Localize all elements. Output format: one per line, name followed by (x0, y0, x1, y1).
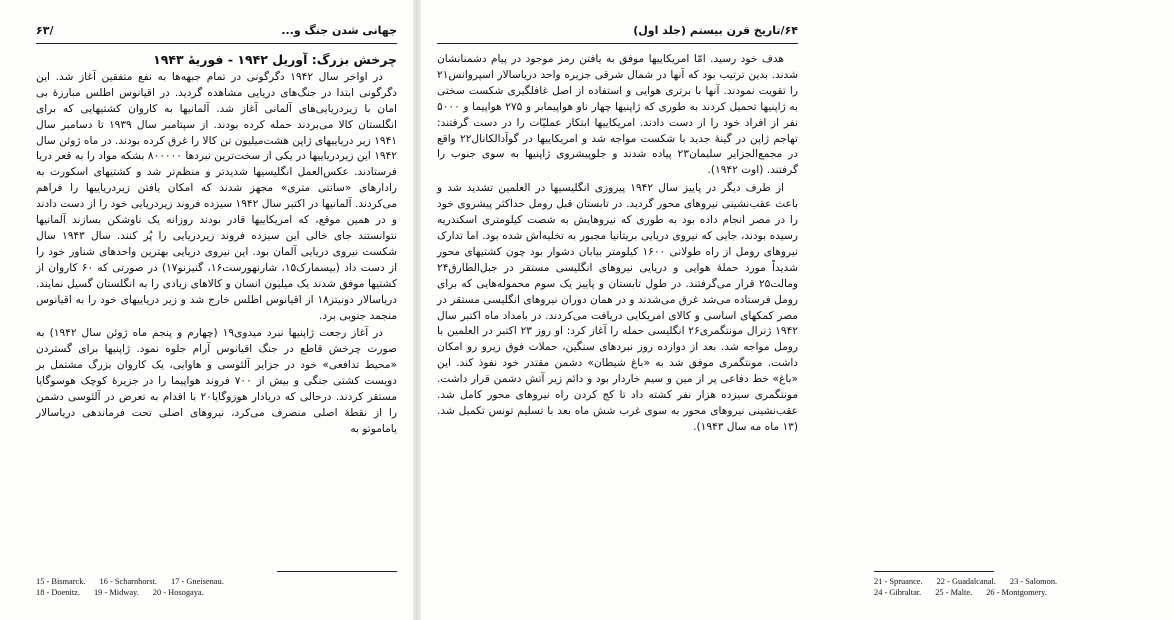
paragraph: هدف خود رسید. امّا امریکاییها موفق به یافتن رمز موجود در پیام دشمنانشان شدند. بدین ترتیب بود که آنها در شمال شرقی جزیره واحد دریاسالار اسپروانس۲۱ را تقویت نمودند. آنها با برتری هوایی و استفاده از اصل غافلگیری شکست سختی به ژاپنیها تحمیل کردند به طوری که ژاپنیها چهار ناو هواپیمابر و ۲۷۵ هواپیما و ۵۰۰۰ نفر از افراد خود را از دست دادند. امریکاییها ابتکار عملیّات را در دست گرفتند: تهاجم ژاپن در گینهٔ جدید با شکست مواجه شد و امریکاییها در گوآدالکانال۲۲ واقع در مجمع‌الجزایر سلیمان۲۳ پیاده شدند و جلوپیشروی ژاپنیها به سوی جنوب را گرفتند. (اوت ۱۹۴۲). (437, 53, 798, 177)
footnote: 15 - Bismarck. (36, 577, 86, 586)
footnotes (874, 571, 1174, 598)
footnote-row (36, 576, 397, 587)
header-rule (36, 43, 397, 44)
left-page-header (36, 24, 397, 42)
footnote-rule (277, 571, 397, 572)
footnote-row (874, 587, 1174, 598)
page-number: ۶۴/ (780, 24, 798, 37)
right-page-header (437, 24, 798, 42)
left-page (0, 0, 417, 620)
footnote-row (874, 576, 1174, 587)
footnote: 18 - Doenitz. (36, 588, 80, 597)
running-title: جهانی شدن جنگ و... (281, 24, 397, 37)
right-page (417, 0, 1058, 620)
footnote-row (36, 587, 397, 598)
header-rule (437, 43, 798, 44)
footnote: 16 - Scharnhorst. (99, 577, 157, 586)
footnote: 25 - Malte. (935, 588, 973, 597)
section-title: چرخش بزرگ: آوریل ۱۹۴۲ - فوریهٔ ۱۹۴۳ (153, 52, 397, 67)
right-page-body (437, 52, 798, 436)
paragraph: در آغاز رجعت ژاپنیها نبرد میدوی۱۹ (چهارم و پنجم ماه ژوئن سال ۱۹۴۲) به صورت چرخش قاطع در جنگ اقیانوس آرام جلوه نمود. ژاپنیها برای گستردن «محیط تدافعی» خود در جزایر آلئوسی و هاوایی، یک کاروان بزرگ مشتمل بر دویست کشتی جنگی و بیش از ۷۰۰ فروند هواپیما را در جزیرهٔ کوچک هوسوگایا مستقر کردند. درحالی که دریادار هوزوگایا۲۰ با اقدام به تعرض در آلئوسی دشمن را از نقطهٔ اصلی منصرف می‌کرد، نیروهای اصلی تحت فرماندهی دریاسالار یاماموتو به (36, 327, 398, 435)
footnote: 22 - Guadalcanal. (936, 577, 996, 586)
footnote: 19 - Midway. (93, 588, 139, 597)
page-number-and-title (633, 24, 798, 37)
running-title: تاریخ قرن بیستم (جلد اول) (633, 24, 781, 37)
footnote: 20 - Hosogaya. (152, 588, 204, 597)
footnote: 23 - Salomon. (1009, 577, 1058, 586)
footnote: 21 - Spruance. (874, 577, 923, 586)
footnote: 26 - Montgomery. (986, 588, 1047, 597)
footnote: 17 - Gneisenau. (171, 577, 224, 586)
page-number: /۶۳ (36, 24, 54, 37)
footnote: 24 - Gibraltar. (874, 588, 922, 597)
left-page-body (36, 52, 397, 438)
paragraph: از طرف دیگر در پاییز سال ۱۹۴۲ پیروزی انگلیسیها در العلمین تشدید شد و باعث عقب‌نشینی نیروهای محور گردید. در تابستان قبل رومل حداکثر پیشروی خود را در مصر انجام داده بود به طوری که نیروهایش به شصت کیلومتری اسکندریه رسیده بودند، جایی که نیروی دریایی بریتانیا مجبور به تخلیه‌اش شده بود. اما تدارک نیروهای رومل از راه طولانی ۱۶۰۰ کیلومتر بیابان دشوار بود چون کشتیهای محور شدیداً مورد حملهٔ هوایی و دریایی نیروهای انگلیسی مستقر در جبل‌الطارق۲۴ ومالت۲۵ قرار می‌گرفتند. در طول تابستان و پاییز یک سوم محموله‌هایی که برای رومل فرستاده می‌شد غرق می‌شدند و در همان دوران نیروهای انگلیسی مستقر در مصر کمکهای اساسی و کالای امریکایی دریافت می‌کردند. در بامداد ماه اکتبر سال ۱۹۴۲ ژنرال مونتگمری۲۶ انگلیسی حمله را آغاز کرد: او روز ۲۳ اکتبر در العلمین با رومل مواجه شد. بعد از دوازده روز نبردهای سنگین، حملات فوق زیرو رو امکان داشت. مونتگمری موفق شد به «باغ شیطان» دشمن مقتدر خود نفوذ کند. این «باغ» خط دفاعی پر از مین و سیم خاردار بود و دائم زیر آتش دشمن قرار داشت. مونتگمری سیزده هزار نفر کشته داد تا کج کردن راه نیروهای محور کامل شد. عقب‌نشینی نیروهای محور به سوی غرب شش ماه بعد با تسلیم تونس تکمیل شد. (۱۳ ماه مه سال ۱۹۴۳). (437, 182, 799, 433)
footnote-rule (874, 571, 994, 572)
paragraph: در اواخر سال ۱۹۴۲ دگرگونی در تمام جبهه‌ها به نفع متفقین آغاز شد. این دگرگونی ابتدا در جنگ‌های دریایی مشاهده گردید. در اقیانوس اطلس مبارزهٔ بی امان با زیردریایی‌های آلمانی آغاز شد. آلمانیها به کاروان کشتیهایی که برای انگلستان کالا می‌بردند حمله کرده بودند. از سپتامبر سال ۱۹۳۹ تا دسامبر سال ۱۹۴۱ زیر دریاییهای ژاپن هشت‌میلیون تن کالا را غرق کرده بودند. در ماه ژوئن سال ۱۹۴۲ این زیردریاییها در یکی از سخت‌ترین نبردها ۸۰۰۰۰۰ بشکه مواد را به قعر دریا فرستادند. عکس‌العمل انگلیسیها شدیدتر و منظم‌تر شد و کشتیهای اسکورت به رادارهای «سانتی متری» مجهز شدند که امکان یافتن زیردریاییها را فراهم می‌کردند. آلمانیها در اکتبر سال ۱۹۴۲ سیزده فروند زیردریایی خود را از دست دادند و در همین موقع، که امریکاییها قادر بودند روزانه یک ناوشکن بسازند آلمانیها نتوانستند جای خالی این سیزده فروند زیردریایی را پُر کنند. سال ۱۹۴۳ سال شکست نیروی دریایی آلمان بود. این نیروی دریایی بهترین واحدهای شناور خود را از دست داد (بیسمارک۱۵، شارنهورست۱۶، گنیزنو۱۷) در صورتی که ۶۰ کاروان از کشتیها موفق شدند یک میلیون انسان و کالاهای زیادی را به انگلستان گسیل نمایند. دریاسالار دونیتز۱۸ از اقیانوس اطلس خارج شد و زیر دریاییهای خود را به اقیانوس منجمد جنوبی برد. (36, 70, 398, 322)
footnotes (36, 571, 397, 598)
